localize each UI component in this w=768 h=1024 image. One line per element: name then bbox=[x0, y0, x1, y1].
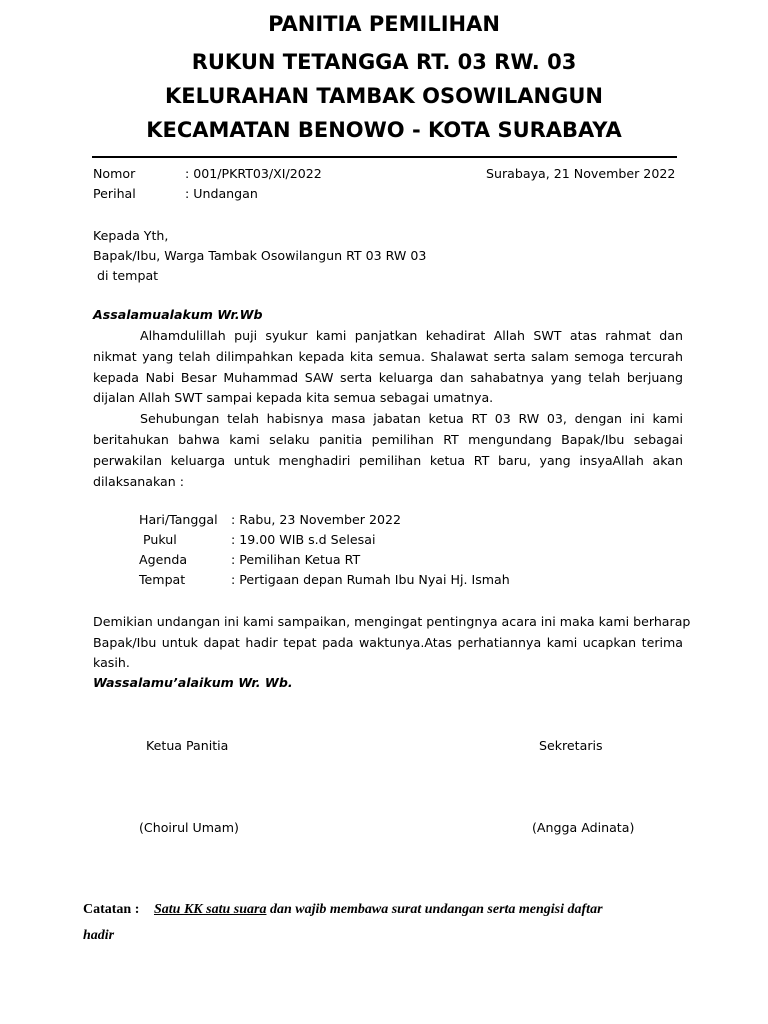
event-label-agenda: Agenda bbox=[139, 552, 188, 567]
perihal-value: : Undangan bbox=[185, 186, 258, 201]
note-emphasis: Satu KK satu suara bbox=[154, 902, 267, 917]
event-label-date: Hari/Tanggal bbox=[139, 512, 218, 527]
letterhead-line-2: RUKUN TETANGGA RT. 03 RW. 03 bbox=[191, 50, 577, 74]
greeting: Assalamualakum Wr.Wb bbox=[93, 307, 263, 322]
event-value-time: : 19.00 WIB s.d Selesai bbox=[231, 532, 376, 547]
nomor-value: : 001/PKRT03/XI/2022 bbox=[185, 166, 322, 181]
closing-line-1: Demikian undangan ini kami sampaikan, mengingat pentingnya acara ini maka kami berharap bbox=[93, 614, 691, 629]
note-rest: dan wajib membawa surat undangan serta mengisi daftar bbox=[266, 902, 603, 917]
paragraph-1-line-2: nikmat yang telah dilimpahkan kepada kita semua. Shalawat serta salam semoga tercurah bbox=[93, 349, 683, 364]
perihal-label: Perihal bbox=[93, 186, 136, 201]
paragraph-1-line-1: Alhamdulillah puji syukur kami panjatkan kehadirat Allah SWT atas rahmat dan bbox=[140, 328, 683, 343]
note-line-2: hadir bbox=[83, 928, 115, 943]
closing-line-3: kasih. bbox=[93, 655, 130, 670]
signature-name-secretary: (Angga Adinata) bbox=[532, 820, 635, 835]
farewell: Wassalamu’alaikum Wr. Wb. bbox=[93, 675, 293, 690]
recipient-line-1: Kepada Yth, bbox=[93, 228, 169, 243]
event-label-place: Tempat bbox=[139, 572, 186, 587]
paragraph-2-line-1: Sehubungan telah habisnya masa jabatan ketua RT 03 RW 03, dengan ini kami bbox=[140, 411, 683, 426]
nomor-label: Nomor bbox=[93, 166, 136, 181]
recipient-line-3: di tempat bbox=[97, 268, 159, 283]
event-value-date: : Rabu, 23 November 2022 bbox=[231, 512, 402, 527]
signature-title-secretary: Sekretaris bbox=[539, 738, 603, 753]
closing-line-2: Bapak/Ibu untuk dapat hadir tepat pada waktunya.Atas perhatiannya kami ucapkan terima bbox=[93, 635, 683, 650]
note-line-1 bbox=[154, 902, 603, 918]
signature-title-chair: Ketua Panitia bbox=[146, 738, 229, 753]
paragraph-2-line-2: beritahukan bahwa kami selaku panitia pemilihan RT mengundang Bapak/Ibu sebagai bbox=[93, 432, 683, 447]
paragraph-2-line-4: dilaksanakan : bbox=[93, 474, 184, 489]
letterhead-line-1: PANITIA PEMILIHAN bbox=[268, 12, 500, 36]
signature-name-chair: (Choirul Umam) bbox=[139, 820, 239, 835]
letterhead-line-4: KECAMATAN BENOWO - KOTA SURABAYA bbox=[146, 118, 622, 142]
note-label: Catatan : bbox=[83, 902, 140, 917]
letterhead-line-3: KELURAHAN TAMBAK OSOWILANGUN bbox=[164, 84, 603, 108]
event-label-time: Pukul bbox=[143, 532, 177, 547]
place-date: Surabaya, 21 November 2022 bbox=[486, 166, 676, 181]
letterhead-divider bbox=[92, 156, 677, 158]
paragraph-1-line-4: dijalan Allah SWT sampai kepada kita semua sebagai umatnya. bbox=[93, 390, 494, 405]
recipient-line-2: Bapak/Ibu, Warga Tambak Osowilangun RT 03 RW 03 bbox=[93, 248, 427, 263]
event-value-place: : Pertigaan depan Rumah Ibu Nyai Hj. Ismah bbox=[231, 572, 510, 587]
event-value-agenda: : Pemilihan Ketua RT bbox=[231, 552, 361, 567]
paragraph-1-line-3: kepada Nabi Besar Muhammad SAW serta keluarga dan sahabatnya yang telah berjuang bbox=[93, 370, 683, 385]
paragraph-2-line-3: perwakilan keluarga untuk menghadiri pemilihan ketua RT baru, yang insyaAllah akan bbox=[93, 453, 683, 468]
